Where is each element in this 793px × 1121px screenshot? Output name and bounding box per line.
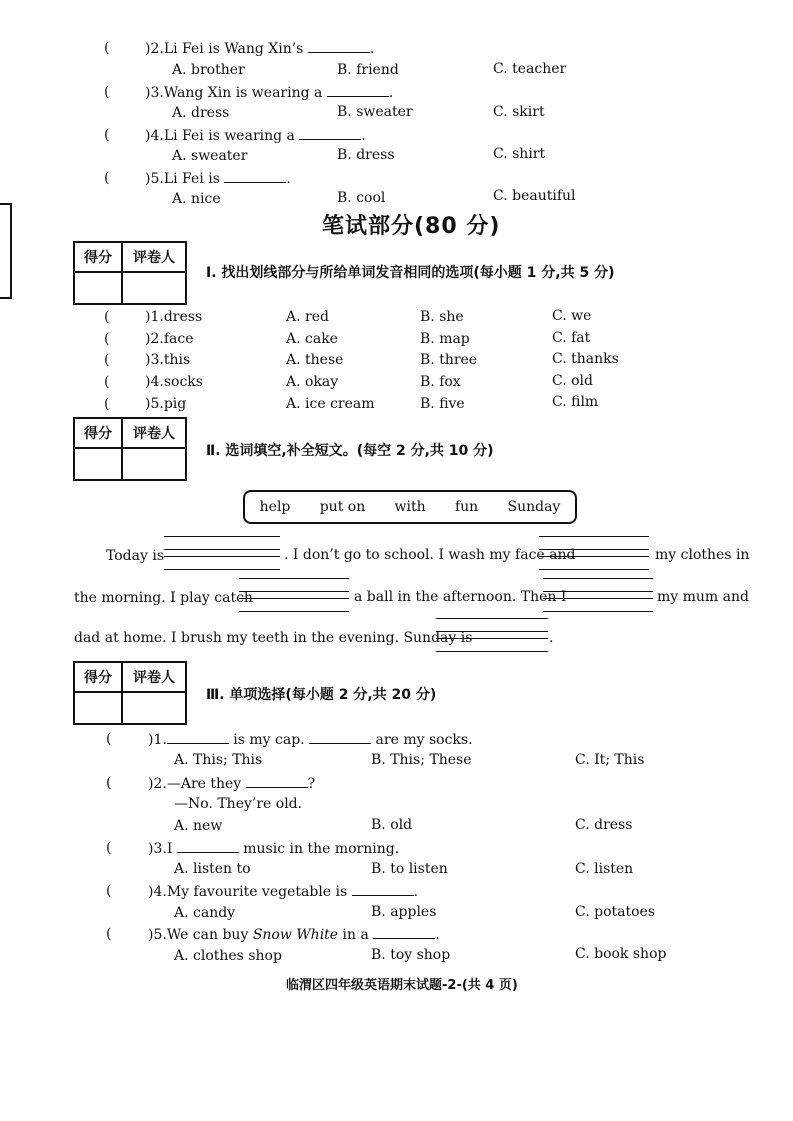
answer-paren[interactable]: ( — [106, 731, 112, 747]
question-stem: )4.My favourite vegetable is . — [148, 884, 419, 900]
answer-paren[interactable]: ( — [106, 775, 112, 791]
option-c[interactable]: C. It; This — [575, 752, 645, 768]
passage-text: my clothes in — [655, 547, 750, 563]
word-bank-item: with — [394, 499, 426, 515]
score-label: 得分 — [75, 419, 123, 447]
option-a[interactable]: A. nice — [172, 191, 221, 207]
passage-text: . I don’t go to school. I wash my face and — [284, 547, 576, 563]
question-word: )4.socks — [145, 374, 203, 390]
option-a[interactable]: A. brother — [172, 62, 245, 78]
section-1-title: Ⅰ. 找出划线部分与所给单词发音相同的选项(每小题 1 分,共 5 分) — [206, 265, 615, 281]
answer-paren[interactable]: ( — [104, 127, 110, 143]
option-c[interactable]: C. old — [552, 373, 593, 389]
option-a[interactable]: A. these — [286, 352, 344, 368]
option-b[interactable]: B. dress — [337, 147, 395, 163]
answer-blank-3[interactable] — [239, 591, 349, 599]
grader-cell[interactable] — [123, 693, 185, 723]
question-stem: )3.Wang Xin is wearing a . — [145, 85, 394, 101]
word-bank-item: put on — [319, 499, 366, 515]
answer-blank-2[interactable] — [539, 549, 649, 557]
question-word: )5.pig — [145, 396, 187, 412]
score-cell[interactable] — [75, 693, 123, 723]
option-c[interactable]: C. film — [552, 394, 599, 410]
option-b[interactable]: B. old — [371, 817, 413, 833]
grader-label: 评卷人 — [133, 426, 175, 442]
grader-label: 评卷人 — [133, 670, 175, 686]
option-c[interactable]: C. beautiful — [493, 188, 576, 204]
option-b[interactable]: B. map — [420, 331, 470, 347]
answer-paren[interactable]: ( — [104, 396, 110, 412]
answer-paren[interactable]: ( — [106, 926, 112, 942]
question-stem: )1. is my cap. are my socks. — [148, 732, 473, 748]
page-footer: 临渭区四年级英语期末试题-2-(共 4 页) — [286, 978, 518, 993]
option-a[interactable]: A. candy — [174, 905, 236, 921]
margin-bracket — [0, 203, 12, 299]
option-c[interactable]: C. teacher — [493, 61, 567, 77]
answer-paren[interactable]: ( — [106, 840, 112, 856]
answer-blank-4[interactable] — [543, 591, 653, 599]
answer-paren[interactable]: ( — [104, 170, 110, 186]
option-b[interactable]: B. she — [420, 309, 464, 325]
option-a[interactable]: A. clothes shop — [174, 948, 282, 964]
option-a[interactable]: A. listen to — [174, 861, 251, 877]
option-b[interactable]: B. five — [420, 396, 465, 412]
option-b[interactable]: B. to listen — [371, 861, 448, 877]
score-cell[interactable] — [75, 273, 123, 303]
option-a[interactable]: A. red — [286, 309, 329, 325]
answer-blank-1[interactable] — [164, 549, 280, 557]
grader-cell[interactable] — [123, 449, 185, 479]
option-a[interactable]: A. okay — [286, 374, 339, 390]
answer-paren[interactable]: ( — [104, 374, 110, 390]
answer-paren[interactable]: ( — [104, 331, 110, 347]
option-b[interactable]: B. apples — [371, 904, 437, 920]
option-a[interactable]: A. cake — [286, 331, 338, 347]
score-label: 得分 — [75, 243, 123, 271]
option-b[interactable]: B. This; These — [371, 752, 472, 768]
option-c[interactable]: C. listen — [575, 861, 634, 877]
answer-paren[interactable]: ( — [104, 352, 110, 368]
question-stem: )2.Li Fei is Wang Xin’s . — [145, 41, 375, 57]
score-box — [73, 661, 187, 725]
option-c[interactable]: C. skirt — [493, 104, 545, 120]
question-reply: —No. They’re old. — [174, 796, 303, 812]
question-stem: )2.—Are they ? — [148, 776, 316, 792]
option-c[interactable]: C. dress — [575, 817, 633, 833]
grader-label: 评卷人 — [133, 250, 175, 266]
question-stem: )5.We can buy Snow White in a . — [148, 927, 440, 943]
option-b[interactable]: B. toy shop — [371, 947, 451, 963]
option-a[interactable]: A. new — [174, 818, 223, 834]
option-a[interactable]: A. sweater — [172, 148, 248, 164]
option-a[interactable]: A. ice cream — [286, 396, 375, 412]
passage-text: a ball in the afternoon. Then I — [354, 589, 567, 605]
option-b[interactable]: B. cool — [337, 190, 386, 206]
answer-paren[interactable]: ( — [104, 40, 110, 56]
option-a[interactable]: A. This; This — [174, 752, 263, 768]
option-c[interactable]: C. thanks — [552, 351, 619, 367]
question-word: )1.dress — [145, 309, 203, 325]
answer-paren[interactable]: ( — [106, 883, 112, 899]
option-b[interactable]: B. sweater — [337, 104, 413, 120]
question-stem: )4.Li Fei is wearing a . — [145, 128, 366, 144]
option-c[interactable]: C. we — [552, 308, 592, 324]
passage-text: dad at home. I brush my teeth in the evening. Sunday is — [74, 630, 473, 646]
option-a[interactable]: A. dress — [172, 105, 230, 121]
question-stem: )5.Li Fei is . — [145, 171, 291, 187]
question-stem: )3.I music in the morning. — [148, 841, 400, 857]
score-label: 得分 — [75, 663, 123, 691]
answer-paren[interactable]: ( — [104, 84, 110, 100]
score-cell[interactable] — [75, 449, 123, 479]
written-part-title: 笔试部分(80 分) — [322, 214, 501, 239]
section-3-title: Ⅲ. 单项选择(每小题 2 分,共 20 分) — [206, 687, 437, 703]
score-box — [73, 417, 187, 481]
question-word: )3.this — [145, 352, 191, 368]
score-box — [73, 241, 187, 305]
section-2-title: Ⅱ. 选词填空,补全短文。(每空 2 分,共 10 分) — [206, 443, 494, 459]
option-c[interactable]: C. shirt — [493, 146, 546, 162]
answer-paren[interactable]: ( — [104, 309, 110, 325]
word-bank-item: Sunday — [507, 499, 561, 515]
word-bank-item: fun — [454, 499, 479, 515]
passage-text: my mum and — [657, 589, 749, 605]
word-bank-item: help — [259, 499, 291, 515]
question-word: )2.face — [145, 331, 194, 347]
option-b[interactable]: B. three — [420, 352, 478, 368]
passage-text: . — [549, 630, 554, 646]
passage-text: the morning. I play catch — [74, 590, 253, 606]
option-c[interactable]: C. fat — [552, 330, 591, 346]
answer-blank-5[interactable] — [436, 631, 548, 639]
option-c[interactable]: C. potatoes — [575, 904, 656, 920]
passage-text: Today is — [106, 548, 165, 564]
option-b[interactable]: B. friend — [337, 62, 399, 78]
grader-cell[interactable] — [123, 273, 185, 303]
option-c[interactable]: C. book shop — [575, 946, 667, 962]
word-bank — [243, 490, 577, 524]
option-b[interactable]: B. fox — [420, 374, 461, 390]
